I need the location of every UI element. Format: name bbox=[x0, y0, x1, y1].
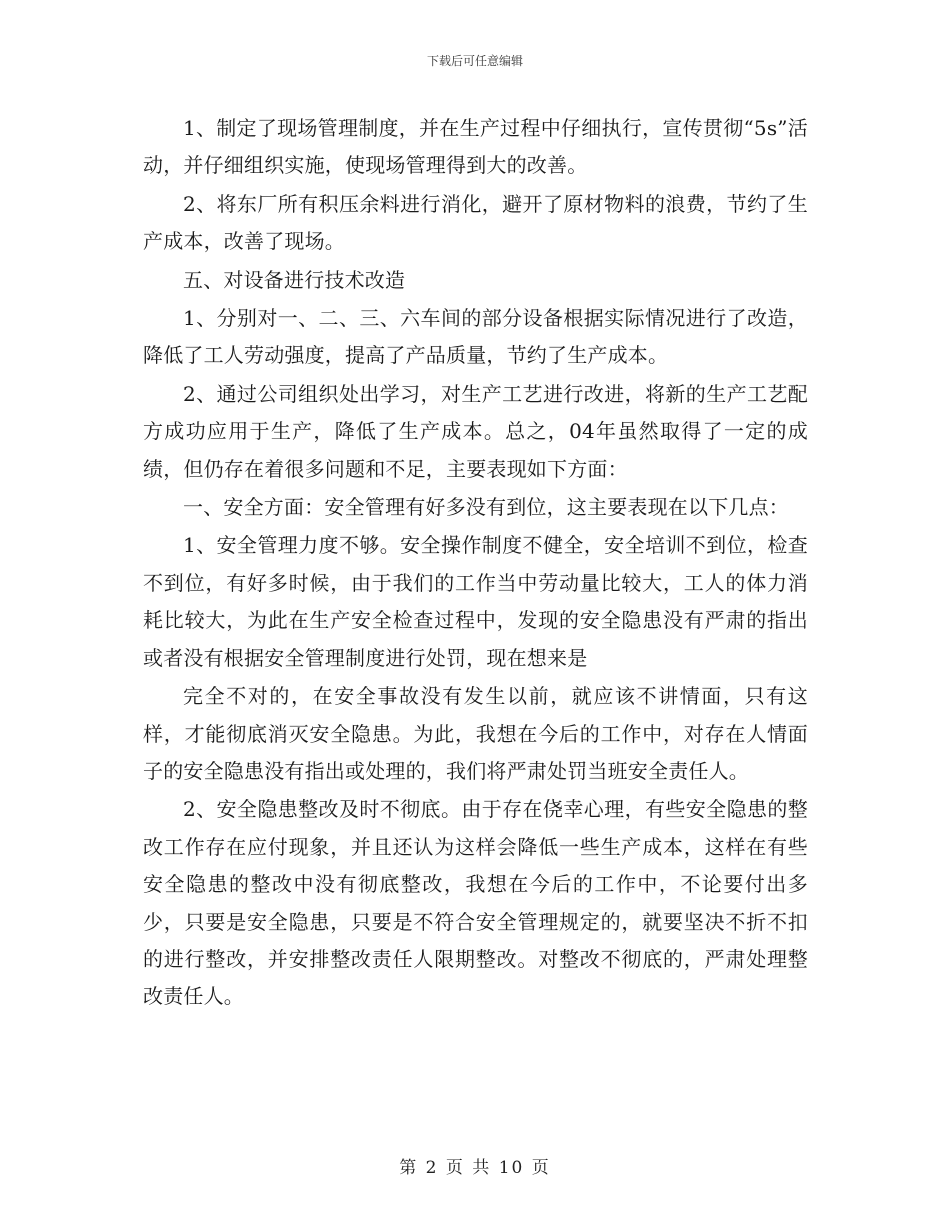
paragraph: 2、将东厂所有积压余料进行消化，避开了原材物料的浪费，节约了生产成本，改善了现场。 bbox=[143, 191, 808, 254]
page-number: 第 2 页 共 10 页 bbox=[399, 1158, 551, 1178]
paragraph: 1、分别对一、二、三、六车间的部分设备根据实际情况进行了改造，降低了工人劳动强度，提高了产品质量，节约了生产成本。 bbox=[143, 306, 808, 368]
page-header-note: 下载后可任意编辑 bbox=[426, 54, 523, 68]
paragraph: 一、安全方面：安全管理有好多没有到位，这主要表现在以下几点： bbox=[183, 495, 789, 520]
section-heading: 五、对设备进行技术改造 bbox=[183, 267, 406, 292]
document-body bbox=[143, 110, 808, 1017]
paragraph: 完全不对的，在安全事故没有发生以前，就应该不讲情面，只有这样，才能彻底消灭安全隐患。为此，我想在今后的工作中，对存在人情面子的安全隐患没有指出或处理的，我们将严肃处罚当班安全责任人。 bbox=[143, 684, 808, 783]
paragraph: 1、安全管理力度不够。安全操作制度不健全，安全培训不到位，检查不到位，有好多时候，由于我们的工作当中劳动量比较大，工人的体力消耗比较大，为此在生产安全检查过程中，发现的安全隐患没有严肃的指出或者没有根据安全管理制度进行处罚，现在想来是 bbox=[143, 533, 808, 670]
paragraph: 2、通过公司组织处出学习，对生产工艺进行改进，将新的生产工艺配方成功应用于生产，降低了生产成本。总之，04年虽然取得了一定的成绩，但仍存在着很多问题和不足，主要表现如下方面： bbox=[143, 381, 808, 481]
paragraph: 1、制定了现场管理制度，并在生产过程中仔细执行，宣传贯彻“5s”活动，并仔细组织实施，使现场管理得到大的改善。 bbox=[143, 116, 808, 178]
paragraph: 2、安全隐患整改及时不彻底。由于存在侥幸心理，有些安全隐患的整改工作存在应付现象，并且还认为这样会降低一些生产成本，这样在有些安全隐患的整改中没有彻底整改，我想在今后的工作中，不论要付出多少，只要是安全隐患，只要是不符合安全管理规定的，就要坚决不折不扣的进行整改，并安排整改责任人限期整改。对整改不彻底的，严肃处理整改责任人。 bbox=[143, 797, 808, 1009]
